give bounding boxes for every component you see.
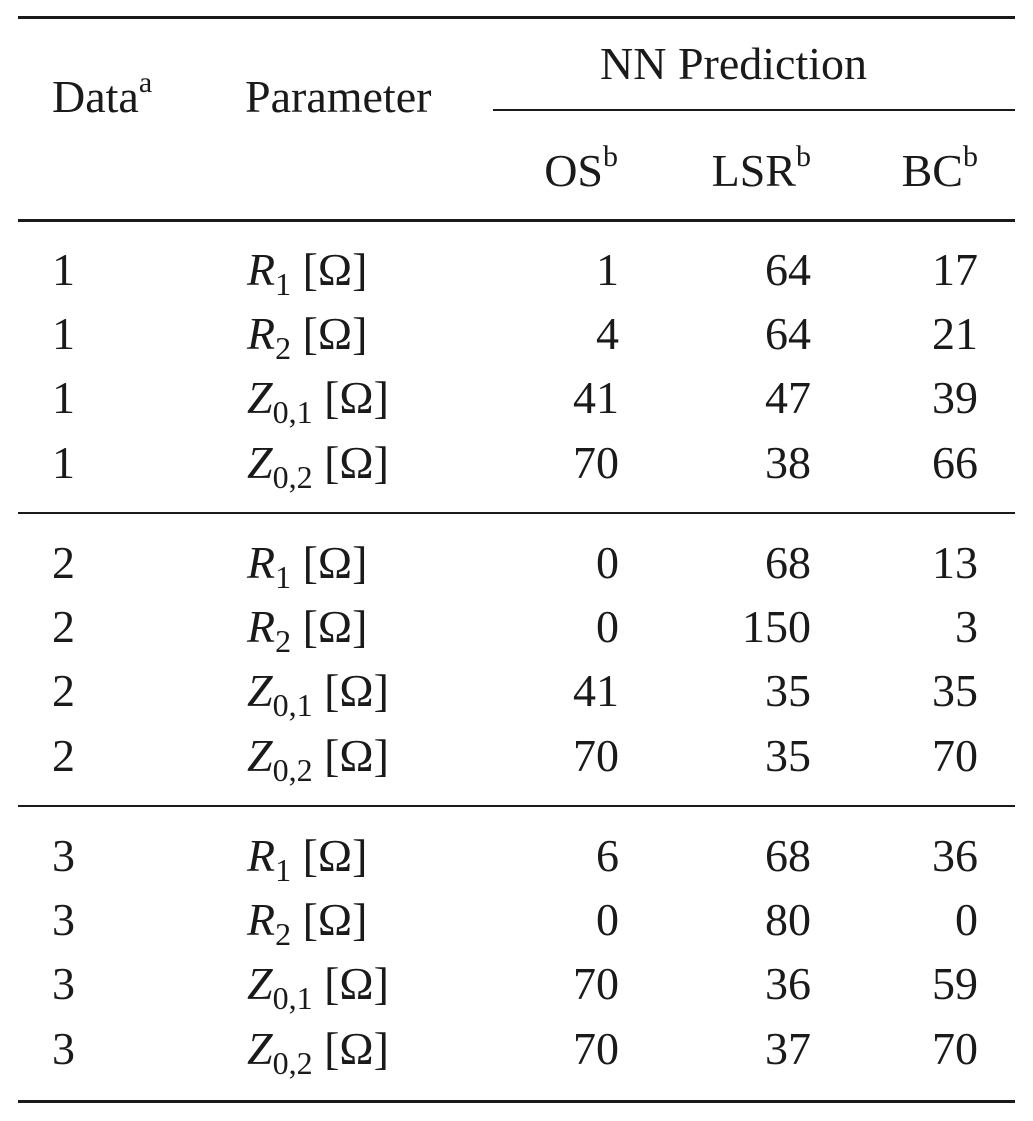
parameter-unit: [Ω]	[324, 437, 389, 488]
header-bc	[901, 140, 978, 200]
bc-value: 70	[932, 1023, 978, 1074]
parameter-subscript: 0,1	[272, 394, 313, 430]
parameter-subscript: 0,2	[272, 459, 313, 495]
parameter-unit: [Ω]	[324, 665, 389, 716]
header-data-label: Data	[52, 71, 139, 122]
parameter-symbol: R	[247, 308, 276, 359]
os-value: 4	[596, 308, 619, 359]
lsr-value: 37	[765, 1023, 811, 1074]
os-value: 0	[596, 894, 619, 945]
parameter-cell	[247, 372, 389, 430]
data-cell: 3	[52, 830, 75, 881]
parameter-cell	[247, 830, 368, 888]
os-value: 70	[573, 437, 619, 488]
footnote-marker: a	[138, 66, 153, 99]
os-value: 0	[596, 601, 619, 652]
footnote-marker: b	[963, 140, 978, 173]
parameter-symbol: R	[247, 244, 276, 295]
header-os	[544, 140, 618, 200]
bc-value: 35	[932, 665, 978, 716]
parameter-subscript: 2	[275, 330, 292, 366]
os-value: 70	[573, 730, 619, 781]
parameter-subscript: 1	[275, 559, 292, 595]
parameter-cell	[247, 665, 389, 723]
footnote-marker: b	[796, 140, 811, 173]
group-divider	[18, 805, 1015, 807]
parameter-cell	[247, 601, 368, 659]
lsr-value: 64	[765, 244, 811, 295]
parameter-cell	[247, 730, 389, 788]
data-cell: 1	[52, 437, 75, 488]
parameter-unit: [Ω]	[302, 537, 368, 588]
bc-value: 66	[932, 437, 978, 488]
parameter-subscript: 0,2	[272, 1045, 313, 1081]
bc-value: 13	[932, 537, 978, 588]
bc-value: 17	[932, 244, 978, 295]
os-value: 0	[596, 537, 619, 588]
lsr-value: 36	[765, 958, 811, 1009]
lsr-value: 68	[765, 830, 811, 881]
parameter-unit: [Ω]	[324, 372, 389, 423]
parameter-unit: [Ω]	[324, 1023, 389, 1074]
lsr-value: 150	[742, 601, 811, 652]
data-cell: 2	[52, 730, 75, 781]
data-cell: 3	[52, 958, 75, 1009]
lsr-value: 64	[765, 308, 811, 359]
data-cell: 2	[52, 537, 75, 588]
data-cell: 3	[52, 894, 75, 945]
parameter-unit: [Ω]	[324, 730, 389, 781]
lsr-value: 35	[765, 730, 811, 781]
lsr-value: 68	[765, 537, 811, 588]
data-cell: 2	[52, 601, 75, 652]
bc-value: 70	[932, 730, 978, 781]
bc-value: 59	[932, 958, 978, 1009]
parameter-cell	[247, 958, 389, 1016]
parameter-unit: [Ω]	[302, 244, 368, 295]
parameter-symbol: Z	[247, 665, 273, 716]
bc-value: 36	[932, 830, 978, 881]
parameter-symbol: R	[247, 894, 276, 945]
lsr-value: 80	[765, 894, 811, 945]
header-data	[52, 66, 153, 126]
header-bc-label: BC	[901, 145, 963, 196]
parameter-symbol: R	[247, 601, 276, 652]
os-value: 6	[596, 830, 619, 881]
parameter-cell	[247, 894, 368, 952]
header-parameter: Parameter	[245, 71, 432, 122]
parameter-cell	[247, 437, 389, 495]
bc-value: 3	[955, 601, 978, 652]
parameter-symbol: Z	[247, 372, 273, 423]
group-divider	[18, 512, 1015, 514]
parameter-subscript: 2	[275, 623, 292, 659]
data-cell: 1	[52, 244, 75, 295]
lsr-value: 47	[765, 372, 811, 423]
bottom-rule	[18, 1100, 1015, 1103]
footnote-marker: b	[603, 140, 618, 173]
parameter-unit: [Ω]	[302, 894, 368, 945]
header-lsr-label: LSR	[711, 145, 796, 196]
parameter-unit: [Ω]	[302, 308, 368, 359]
parameter-cell	[247, 1023, 389, 1081]
header-os-label: OS	[544, 145, 603, 196]
parameter-symbol: R	[247, 830, 276, 881]
parameter-subscript: 0,1	[272, 980, 313, 1016]
data-cell: 1	[52, 308, 75, 359]
data-cell: 2	[52, 665, 75, 716]
parameter-subscript: 1	[275, 852, 292, 888]
data-cell: 3	[52, 1023, 75, 1074]
os-value: 41	[573, 665, 619, 716]
bc-value: 0	[955, 894, 978, 945]
data-cell: 1	[52, 372, 75, 423]
parameter-cell	[247, 244, 368, 302]
parameter-symbol: R	[247, 537, 276, 588]
os-value: 41	[573, 372, 619, 423]
parameter-unit: [Ω]	[324, 958, 389, 1009]
bc-value: 39	[932, 372, 978, 423]
parameter-cell	[247, 308, 368, 366]
header-rule	[18, 219, 1015, 222]
header-lsr	[711, 140, 811, 200]
parameter-unit: [Ω]	[302, 830, 368, 881]
group-underline	[493, 109, 1015, 111]
header-nn-prediction: NN Prediction	[600, 38, 868, 89]
os-value: 1	[596, 244, 619, 295]
parameter-symbol: Z	[247, 437, 273, 488]
parameter-symbol: Z	[247, 958, 273, 1009]
parameter-subscript: 0,1	[272, 687, 313, 723]
parameter-unit: [Ω]	[302, 601, 368, 652]
parameter-subscript: 2	[275, 916, 292, 952]
parameter-symbol: Z	[247, 730, 273, 781]
parameter-subscript: 0,2	[272, 752, 313, 788]
parameter-symbol: Z	[247, 1023, 273, 1074]
parameter-cell	[247, 537, 368, 595]
os-value: 70	[573, 1023, 619, 1074]
parameter-subscript: 1	[275, 266, 292, 302]
top-rule	[18, 16, 1015, 19]
bc-value: 21	[932, 308, 978, 359]
os-value: 70	[573, 958, 619, 1009]
lsr-value: 35	[765, 665, 811, 716]
lsr-value: 38	[765, 437, 811, 488]
